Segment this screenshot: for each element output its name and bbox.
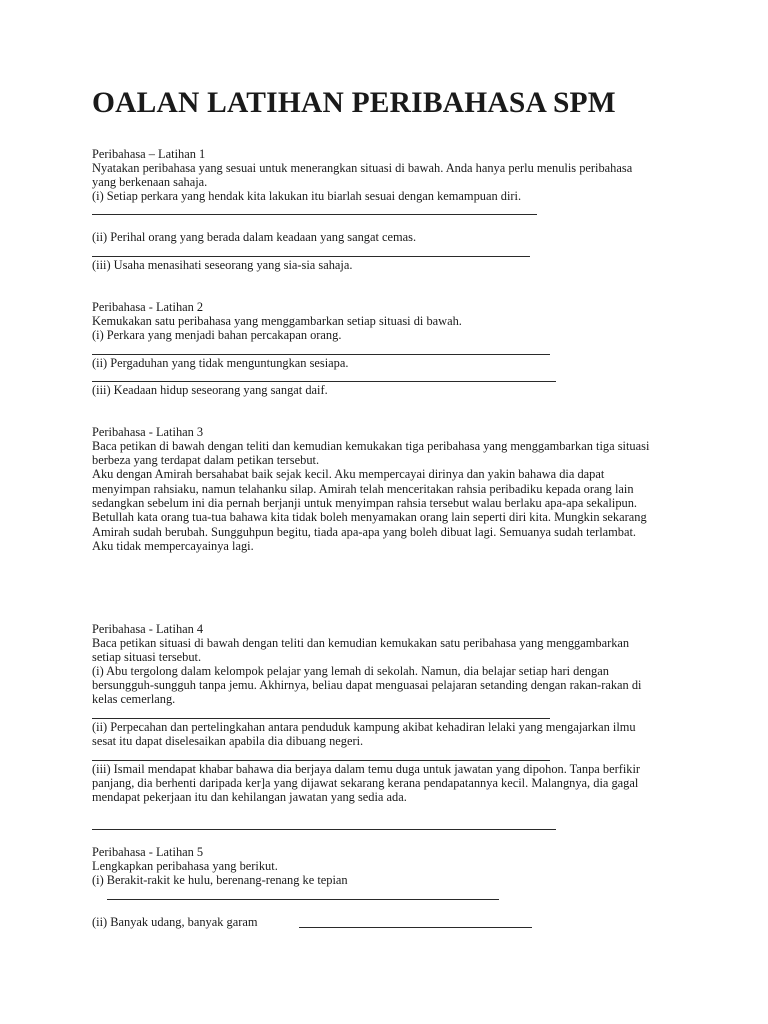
latihan2-instruction: Kemukakan satu peribahasa yang menggambarkan setiap situasi di bawah. <box>92 314 462 328</box>
latihan4-text-line: sesat itu dapat diselesaikan apabila dia dibuang negeri. <box>92 734 364 748</box>
latihan5-item-2: (ii) Banyak udang, banyak garam <box>92 915 258 929</box>
latihan1-instruction-line: Nyatakan peribahasa yang sesuai untuk menerangkan situasi di bawah. Anda hanya perlu menulis peribahasa <box>92 161 633 175</box>
answer-line <box>92 214 537 215</box>
latihan3-text-line: Betullah kata orang tua-tua bahawa kita tidak boleh menyamakan orang lain seperti diri kita. Mungkin sekarang <box>92 510 647 524</box>
latihan4-text-line: (iii) Ismail mendapat khabar bahawa dia berjaya dalam temu duga untuk jawatan yang dipohon. Tanpa berfikir <box>92 762 641 776</box>
latihan4-text-line: (ii) Perpecahan dan pertelingkahan antara penduduk kampung akibat kehadiran lelaki yang mengajarkan ilmu <box>92 720 636 734</box>
latihan1-heading: Peribahasa – Latihan 1 <box>92 147 206 161</box>
latihan5-item-1: (i) Berakit-rakit ke hulu, berenang-renang ke tepian <box>92 873 348 887</box>
latihan4-text-line: mendapat pekerjaan itu dan kehilangan jawatan yang sedia ada. <box>92 790 407 804</box>
answer-line <box>92 354 550 355</box>
answer-line <box>92 381 556 382</box>
latihan4-text-line: bersungguh-sungguh tanpa jemu. Akhirnya, beliau dapat menguasai pelajaran setanding dengan rakan-rakan di <box>92 678 642 692</box>
answer-line <box>107 899 499 900</box>
latihan4-text-line: setiap situasi tersebut. <box>92 650 202 664</box>
latihan1-item-2: (ii) Perihal orang yang berada dalam keadaan yang sangat cemas. <box>92 230 417 244</box>
answer-line <box>92 760 550 761</box>
answer-line <box>92 718 550 719</box>
latihan3-text-line: sedangkan sebelum ini dia pernah berjanji untuk menyimpan rahsia tersebut walau berlaku apa-apa sekalipun. <box>92 496 638 510</box>
latihan4-text-line: (i) Abu tergolong dalam kelompok pelajar yang lemah di sekolah. Namun, dia belajar setiap hari dengan <box>92 664 609 678</box>
latihan1-item-3: (iii) Usaha menasihati seseorang yang sia-sia sahaja. <box>92 258 353 272</box>
answer-line <box>92 829 556 830</box>
latihan3-heading: Peribahasa - Latihan 3 <box>92 425 204 439</box>
latihan2-item-1: (i) Perkara yang menjadi bahan percakapan orang. <box>92 328 342 342</box>
latihan4-text-line: kelas cemerlang. <box>92 692 176 706</box>
latihan3-text-line: berbeza yang terdapat dalam petikan tersebut. <box>92 453 320 467</box>
latihan4-text-line: panjang, dia berhenti daripada ker]a yang dijawat sekarang kerana pendapatannya kecil. Malangnya, dia gagal <box>92 776 639 790</box>
page-title: OALAN LATIHAN PERIBAHASA SPM <box>92 87 616 119</box>
latihan3-text-line: Aku tidak mempercayainya lagi. <box>92 539 254 553</box>
latihan2-item-2: (ii) Pergaduhan yang tidak menguntungkan sesiapa. <box>92 356 349 370</box>
latihan1-item-1: (i) Setiap perkara yang hendak kita lakukan itu biarlah sesuai dengan kemampuan diri. <box>92 189 522 203</box>
latihan3-text-line: Amirah sudah berubah. Sungguhpun begitu, tiada apa-apa yang boleh dibuat lagi. Semuanya sudah terlambat. <box>92 525 637 539</box>
latihan3-text-line: Baca petikan di bawah dengan teliti dan kemudian kemukakan tiga peribahasa yang menggambarkan tiga situasi <box>92 439 650 453</box>
answer-line <box>299 927 532 928</box>
latihan3-text-line: Aku dengan Amirah bersahabat baik sejak kecil. Aku mempercayai dirinya dan yakin bahawa dia dapat <box>92 467 605 481</box>
latihan2-heading: Peribahasa - Latihan 2 <box>92 300 204 314</box>
latihan5-instruction: Lengkapkan peribahasa yang berikut. <box>92 859 278 873</box>
latihan1-instruction-line: yang berkenaan sahaja. <box>92 175 208 189</box>
latihan2-item-3: (iii) Keadaan hidup seseorang yang sangat daif. <box>92 383 328 397</box>
answer-line <box>92 256 530 257</box>
latihan3-text-line: menyimpan rahsiaku, namun telahanku silap. Amirah telah menceritakan rahsia peribadiku kepada orang lain <box>92 482 634 496</box>
latihan5-heading: Peribahasa - Latihan 5 <box>92 845 204 859</box>
latihan4-heading: Peribahasa - Latihan 4 <box>92 622 204 636</box>
latihan4-text-line: Baca petikan situasi di bawah dengan teliti dan kemudian kemukakan satu peribahasa yang menggambarkan <box>92 636 630 650</box>
